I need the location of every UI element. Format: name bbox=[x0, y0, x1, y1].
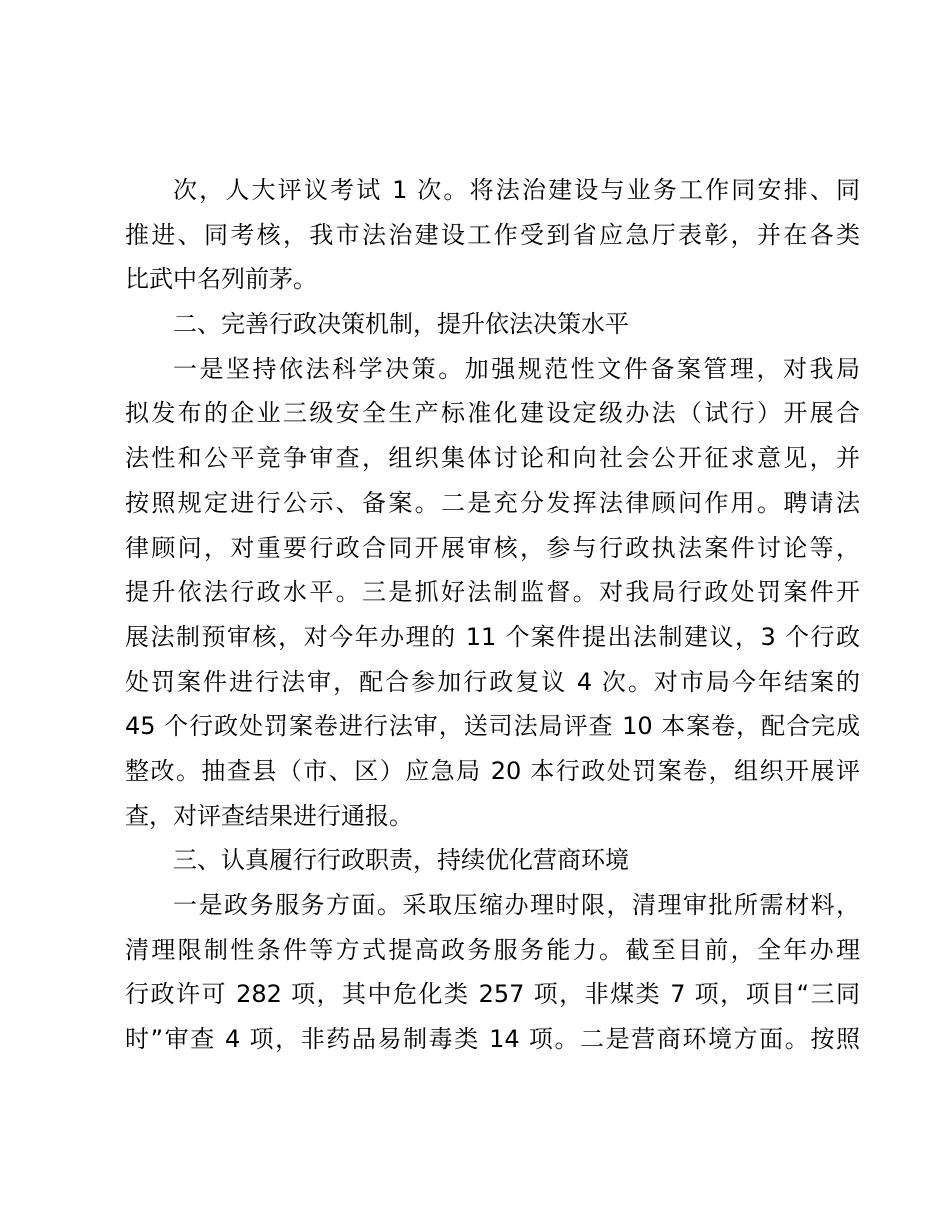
text-line: 次，人大评议考试 1 次。将法治建设与业务工作同安排、同 bbox=[173, 176, 860, 204]
text-line: 处罚案件进行法审，配合参加行政复议 4 次。对市局今年结案的 bbox=[125, 667, 860, 696]
text-line: 展法制预审核，对今年办理的 11 个案件提出法制建议，3 个行政 bbox=[125, 622, 860, 651]
text-line: 一是政务服务方面。采取压缩办理时限，清理审批所需材料， bbox=[173, 891, 860, 919]
text-line: 比武中名列前茅。 bbox=[125, 265, 317, 294]
text-line: 时”审查 4 项，非药品易制毒类 14 项。二是营商环境方面。按照 bbox=[125, 1025, 860, 1054]
text-line: 清理限制性条件等方式提高政务服务能力。截至目前，全年办理 bbox=[125, 935, 860, 964]
text-line: 推进、同考核，我市法治建设工作受到省应急厅表彰，并在各类 bbox=[125, 220, 860, 249]
document-body bbox=[125, 168, 860, 1062]
section-heading: 二、完善行政决策机制，提升依法决策水平 bbox=[173, 310, 629, 339]
text-line: 行政许可 282 项，其中危化类 257 项，非煤类 7 项，项目“三同 bbox=[125, 980, 860, 1009]
text-line: 法性和公平竞争审查，组织集体讨论和向社会公开征求意见，并 bbox=[125, 444, 860, 473]
text-line: 拟发布的企业三级安全生产标准化建设定级办法（试行）开展合 bbox=[125, 399, 860, 428]
text-line: 查，对评查结果进行通报。 bbox=[125, 801, 413, 830]
text-line: 45 个行政处罚案卷进行法审，送司法局评查 10 本案卷，配合完成 bbox=[125, 712, 860, 741]
text-line: 律顾问，对重要行政合同开展审核，参与行政执法案件讨论等， bbox=[125, 533, 860, 562]
text-line: 整改。抽查县（市、区）应急局 20 本行政处罚案卷，组织开展评 bbox=[125, 756, 860, 785]
section-heading: 三、认真履行行政职责，持续优化营商环境 bbox=[173, 846, 629, 875]
text-line: 提升依法行政水平。三是抓好法制监督。对我局行政处罚案件开 bbox=[125, 578, 860, 607]
text-line: 一是坚持依法科学决策。加强规范性文件备案管理，对我局 bbox=[173, 354, 860, 383]
text-line: 按照规定进行公示、备案。二是充分发挥法律顾问作用。聘请法 bbox=[125, 488, 860, 517]
